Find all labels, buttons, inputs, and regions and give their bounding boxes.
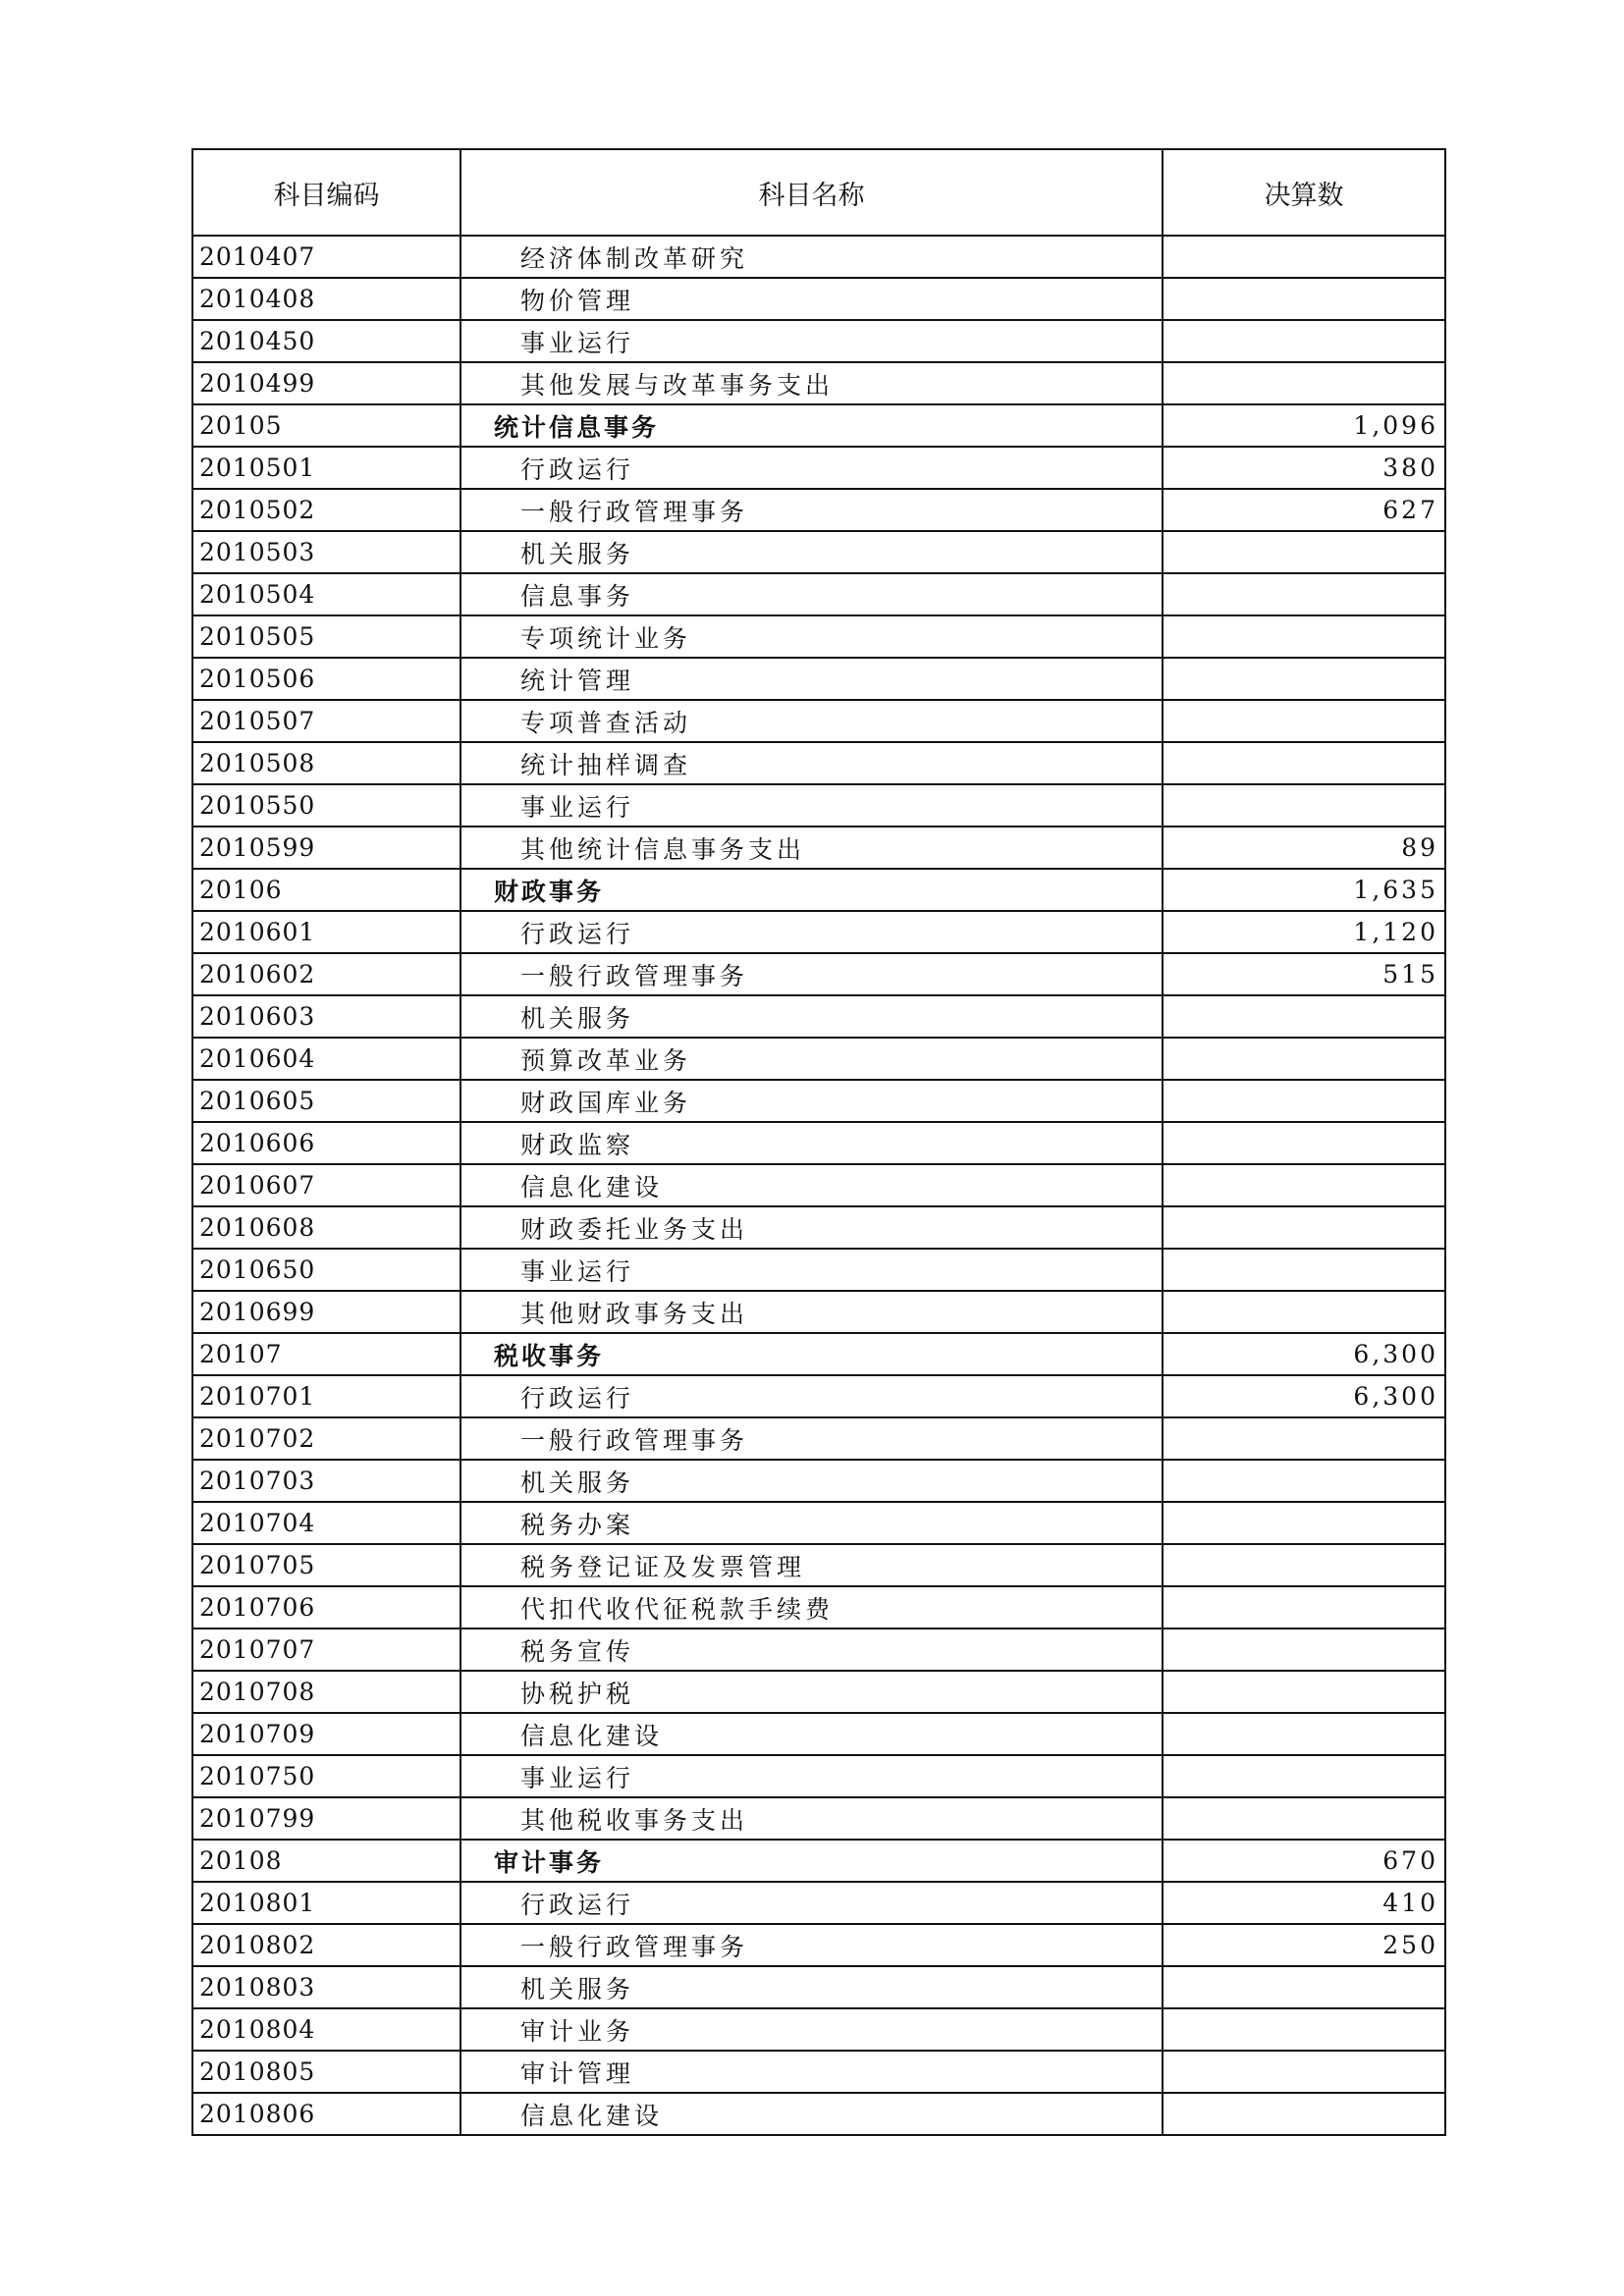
amount-cell: 6,300 <box>1163 1333 1445 1375</box>
code-cell: 2010805 <box>192 2051 460 2093</box>
amount-cell <box>1163 2093 1445 2135</box>
amount-cell: 1,120 <box>1163 911 1445 953</box>
amount-cell <box>1163 278 1445 320</box>
code-cell: 2010601 <box>192 911 460 953</box>
code-cell: 2010407 <box>192 236 460 278</box>
table-row <box>192 1924 1445 1966</box>
amount-cell <box>1163 1966 1445 2008</box>
amount-cell <box>1163 784 1445 827</box>
table-row <box>192 1966 1445 2008</box>
amount-cell <box>1163 1080 1445 1122</box>
code-cell: 2010803 <box>192 1966 460 2008</box>
name-cell: 预算改革业务 <box>460 1038 1163 1080</box>
table-row <box>192 1417 1445 1460</box>
name-cell: 信息化建设 <box>460 2093 1163 2135</box>
amount-cell <box>1163 1586 1445 1629</box>
name-cell: 协税护税 <box>460 1671 1163 1713</box>
code-cell: 2010505 <box>192 615 460 658</box>
name-cell: 代扣代收代征税款手续费 <box>460 1586 1163 1629</box>
name-cell: 统计抽样调查 <box>460 742 1163 784</box>
table-row <box>192 1502 1445 1544</box>
name-cell: 税务登记证及发票管理 <box>460 1544 1163 1586</box>
header-name: 科目名称 <box>460 149 1163 236</box>
table-row <box>192 1586 1445 1629</box>
code-cell: 2010704 <box>192 1502 460 1544</box>
name-cell: 经济体制改革研究 <box>460 236 1163 278</box>
table-row <box>192 362 1445 404</box>
name-cell: 其他财政事务支出 <box>460 1291 1163 1333</box>
amount-cell <box>1163 658 1445 700</box>
code-cell: 20108 <box>192 1840 460 1882</box>
amount-cell: 1,635 <box>1163 869 1445 911</box>
name-cell: 事业运行 <box>460 1249 1163 1291</box>
table-row <box>192 1544 1445 1586</box>
name-cell: 事业运行 <box>460 1755 1163 1797</box>
code-cell: 2010604 <box>192 1038 460 1080</box>
code-cell: 2010507 <box>192 700 460 742</box>
name-cell: 一般行政管理事务 <box>460 953 1163 995</box>
amount-cell <box>1163 236 1445 278</box>
code-cell: 2010603 <box>192 995 460 1038</box>
table-header <box>192 149 1445 236</box>
amount-cell <box>1163 1038 1445 1080</box>
code-cell: 2010699 <box>192 1291 460 1333</box>
name-cell: 财政委托业务支出 <box>460 1206 1163 1249</box>
amount-cell <box>1163 700 1445 742</box>
code-cell: 2010701 <box>192 1375 460 1417</box>
name-cell: 一般行政管理事务 <box>460 1924 1163 1966</box>
code-cell: 2010750 <box>192 1755 460 1797</box>
name-cell: 专项普查活动 <box>460 700 1163 742</box>
name-cell: 审计事务 <box>460 1840 1163 1882</box>
name-cell: 机关服务 <box>460 995 1163 1038</box>
name-cell: 统计信息事务 <box>460 404 1163 447</box>
table-row <box>192 784 1445 827</box>
table-row <box>192 1882 1445 1924</box>
code-cell: 2010504 <box>192 573 460 615</box>
code-cell: 2010550 <box>192 784 460 827</box>
table-row <box>192 1460 1445 1502</box>
amount-cell <box>1163 1755 1445 1797</box>
name-cell: 物价管理 <box>460 278 1163 320</box>
category-row <box>192 869 1445 911</box>
name-cell: 事业运行 <box>460 320 1163 362</box>
code-cell: 2010703 <box>192 1460 460 1502</box>
name-cell: 事业运行 <box>460 784 1163 827</box>
code-cell: 2010602 <box>192 953 460 995</box>
amount-cell <box>1163 2051 1445 2093</box>
amount-cell <box>1163 362 1445 404</box>
name-cell: 税务办案 <box>460 1502 1163 1544</box>
amount-cell <box>1163 1206 1445 1249</box>
amount-cell <box>1163 2008 1445 2051</box>
code-cell: 2010801 <box>192 1882 460 1924</box>
amount-cell: 380 <box>1163 447 1445 489</box>
amount-cell <box>1163 1544 1445 1586</box>
amount-cell: 670 <box>1163 1840 1445 1882</box>
name-cell: 审计业务 <box>460 2008 1163 2051</box>
name-cell: 机关服务 <box>460 1966 1163 2008</box>
amount-cell <box>1163 1713 1445 1755</box>
table-row <box>192 1038 1445 1080</box>
amount-cell <box>1163 1629 1445 1671</box>
table-row <box>192 1080 1445 1122</box>
table-row <box>192 1375 1445 1417</box>
header-code: 科目编码 <box>192 149 460 236</box>
table-row <box>192 573 1445 615</box>
code-cell: 2010706 <box>192 1586 460 1629</box>
code-cell: 2010709 <box>192 1713 460 1755</box>
amount-cell <box>1163 1291 1445 1333</box>
amount-cell <box>1163 1797 1445 1840</box>
table-row <box>192 658 1445 700</box>
table-row <box>192 911 1445 953</box>
table-row <box>192 2008 1445 2051</box>
table-row <box>192 1164 1445 1206</box>
code-cell: 2010607 <box>192 1164 460 1206</box>
category-row <box>192 404 1445 447</box>
amount-cell: 410 <box>1163 1882 1445 1924</box>
table-row <box>192 1755 1445 1797</box>
code-cell: 2010705 <box>192 1544 460 1586</box>
code-cell: 2010802 <box>192 1924 460 1966</box>
table-row <box>192 742 1445 784</box>
header-amount: 决算数 <box>1163 149 1445 236</box>
name-cell: 其他发展与改革事务支出 <box>460 362 1163 404</box>
code-cell: 2010499 <box>192 362 460 404</box>
code-cell: 2010806 <box>192 2093 460 2135</box>
code-cell: 2010799 <box>192 1797 460 1840</box>
amount-cell <box>1163 531 1445 573</box>
code-cell: 2010408 <box>192 278 460 320</box>
table-body <box>192 236 1445 2135</box>
name-cell: 一般行政管理事务 <box>460 489 1163 531</box>
code-cell: 2010503 <box>192 531 460 573</box>
name-cell: 行政运行 <box>460 911 1163 953</box>
code-cell: 2010506 <box>192 658 460 700</box>
amount-cell: 250 <box>1163 1924 1445 1966</box>
amount-cell <box>1163 320 1445 362</box>
table-row <box>192 1249 1445 1291</box>
name-cell: 行政运行 <box>460 1882 1163 1924</box>
table-row <box>192 1291 1445 1333</box>
amount-cell <box>1163 615 1445 658</box>
amount-cell <box>1163 742 1445 784</box>
table-row <box>192 827 1445 869</box>
table-row <box>192 236 1445 278</box>
name-cell: 财政监察 <box>460 1122 1163 1164</box>
table-row <box>192 995 1445 1038</box>
amount-cell: 6,300 <box>1163 1375 1445 1417</box>
table-row <box>192 1671 1445 1713</box>
name-cell: 财政国库业务 <box>460 1080 1163 1122</box>
amount-cell <box>1163 1249 1445 1291</box>
table-row <box>192 531 1445 573</box>
amount-cell <box>1163 995 1445 1038</box>
table-row <box>192 320 1445 362</box>
code-cell: 20105 <box>192 404 460 447</box>
table-row <box>192 953 1445 995</box>
code-cell: 2010605 <box>192 1080 460 1122</box>
code-cell: 2010508 <box>192 742 460 784</box>
amount-cell: 1,096 <box>1163 404 1445 447</box>
name-cell: 机关服务 <box>460 1460 1163 1502</box>
name-cell: 信息化建设 <box>460 1164 1163 1206</box>
name-cell: 统计管理 <box>460 658 1163 700</box>
code-cell: 20107 <box>192 1333 460 1375</box>
amount-cell <box>1163 1502 1445 1544</box>
amount-cell <box>1163 1164 1445 1206</box>
name-cell: 其他统计信息事务支出 <box>460 827 1163 869</box>
amount-cell: 89 <box>1163 827 1445 869</box>
name-cell: 审计管理 <box>460 2051 1163 2093</box>
header-row <box>192 149 1445 236</box>
budget-table <box>191 148 1446 2136</box>
code-cell: 2010708 <box>192 1671 460 1713</box>
name-cell: 一般行政管理事务 <box>460 1417 1163 1460</box>
code-cell: 2010599 <box>192 827 460 869</box>
code-cell: 2010702 <box>192 1417 460 1460</box>
name-cell: 专项统计业务 <box>460 615 1163 658</box>
name-cell: 行政运行 <box>460 447 1163 489</box>
code-cell: 2010501 <box>192 447 460 489</box>
name-cell: 行政运行 <box>460 1375 1163 1417</box>
table-row <box>192 447 1445 489</box>
amount-cell <box>1163 573 1445 615</box>
amount-cell: 627 <box>1163 489 1445 531</box>
table-row <box>192 2093 1445 2135</box>
amount-cell <box>1163 1417 1445 1460</box>
name-cell: 税收事务 <box>460 1333 1163 1375</box>
category-row <box>192 1333 1445 1375</box>
amount-cell <box>1163 1122 1445 1164</box>
table-row <box>192 700 1445 742</box>
table-row <box>192 1206 1445 1249</box>
table-row <box>192 489 1445 531</box>
code-cell: 2010450 <box>192 320 460 362</box>
code-cell: 2010606 <box>192 1122 460 1164</box>
table-row <box>192 278 1445 320</box>
code-cell: 2010707 <box>192 1629 460 1671</box>
code-cell: 2010502 <box>192 489 460 531</box>
table-row <box>192 615 1445 658</box>
name-cell: 税务宣传 <box>460 1629 1163 1671</box>
amount-cell: 515 <box>1163 953 1445 995</box>
table-row <box>192 2051 1445 2093</box>
name-cell: 信息事务 <box>460 573 1163 615</box>
name-cell: 机关服务 <box>460 531 1163 573</box>
code-cell: 2010650 <box>192 1249 460 1291</box>
table-row <box>192 1122 1445 1164</box>
amount-cell <box>1163 1460 1445 1502</box>
table-row <box>192 1629 1445 1671</box>
table-row <box>192 1713 1445 1755</box>
code-cell: 2010608 <box>192 1206 460 1249</box>
table-row <box>192 1797 1445 1840</box>
name-cell: 其他税收事务支出 <box>460 1797 1163 1840</box>
amount-cell <box>1163 1671 1445 1713</box>
code-cell: 2010804 <box>192 2008 460 2051</box>
name-cell: 财政事务 <box>460 869 1163 911</box>
code-cell: 20106 <box>192 869 460 911</box>
category-row <box>192 1840 1445 1882</box>
name-cell: 信息化建设 <box>460 1713 1163 1755</box>
